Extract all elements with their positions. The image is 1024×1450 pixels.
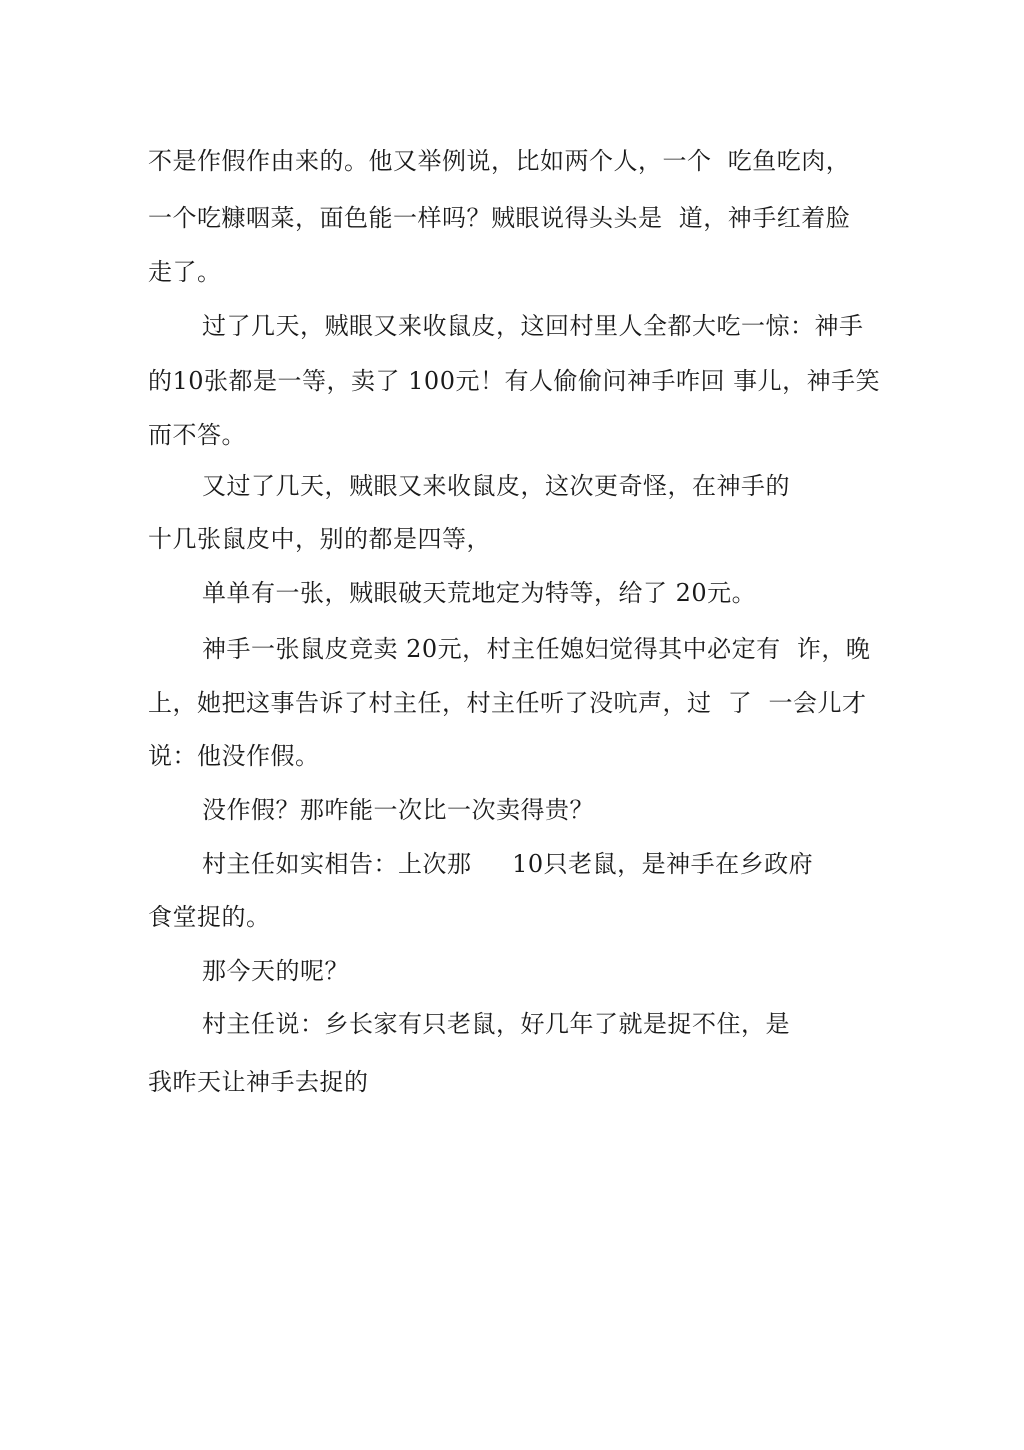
text-line: 上，她把这事告诉了村主任，村主任听了没吭声，过 了 一会儿才	[148, 689, 867, 717]
text-line: 单单有一张，贼眼破天荒地定为特等，给了 20元。	[202, 579, 757, 607]
text-line: 神手一张鼠皮竞卖 20元，村主任媳妇觉得其中必定有 诈，晚	[202, 635, 871, 663]
text-line: 我昨天让神手去捉的	[148, 1068, 369, 1096]
text-line: 没作假？那咋能一次比一次卖得贵？	[202, 796, 594, 824]
text-line: 那今天的呢？	[202, 957, 349, 985]
text-line: 村主任如实相告：上次那 10只老鼠，是神手在乡政府	[202, 850, 814, 878]
text-line: 又过了几天，贼眼又来收鼠皮，这次更奇怪，在神手的	[202, 472, 790, 500]
text-line: 食堂捉的。	[148, 903, 271, 931]
text-line: 十几张鼠皮中，别的都是四等，	[148, 525, 491, 553]
text-line: 过了几天，贼眼又来收鼠皮，这回村里人全都大吃一惊：神手	[202, 312, 864, 340]
text-line: 而不答。	[148, 421, 246, 449]
text-line: 走了。	[148, 258, 222, 286]
text-line: 村主任说：乡长家有只老鼠，好几年了就是捉不住，是	[202, 1010, 790, 1038]
text-line: 说：他没作假。	[148, 742, 320, 770]
text-line: 不是作假作由来的。他又举例说，比如两个人，一个 吃鱼吃肉，	[148, 147, 851, 175]
text-line: 一个吃糠咽菜，面色能一样吗？贼眼说得头头是 道，神手红着脸	[148, 204, 851, 232]
text-line: 的10张都是一等，卖了 100元！有人偷偷问神手咋回 事儿，神手笑	[148, 367, 881, 395]
